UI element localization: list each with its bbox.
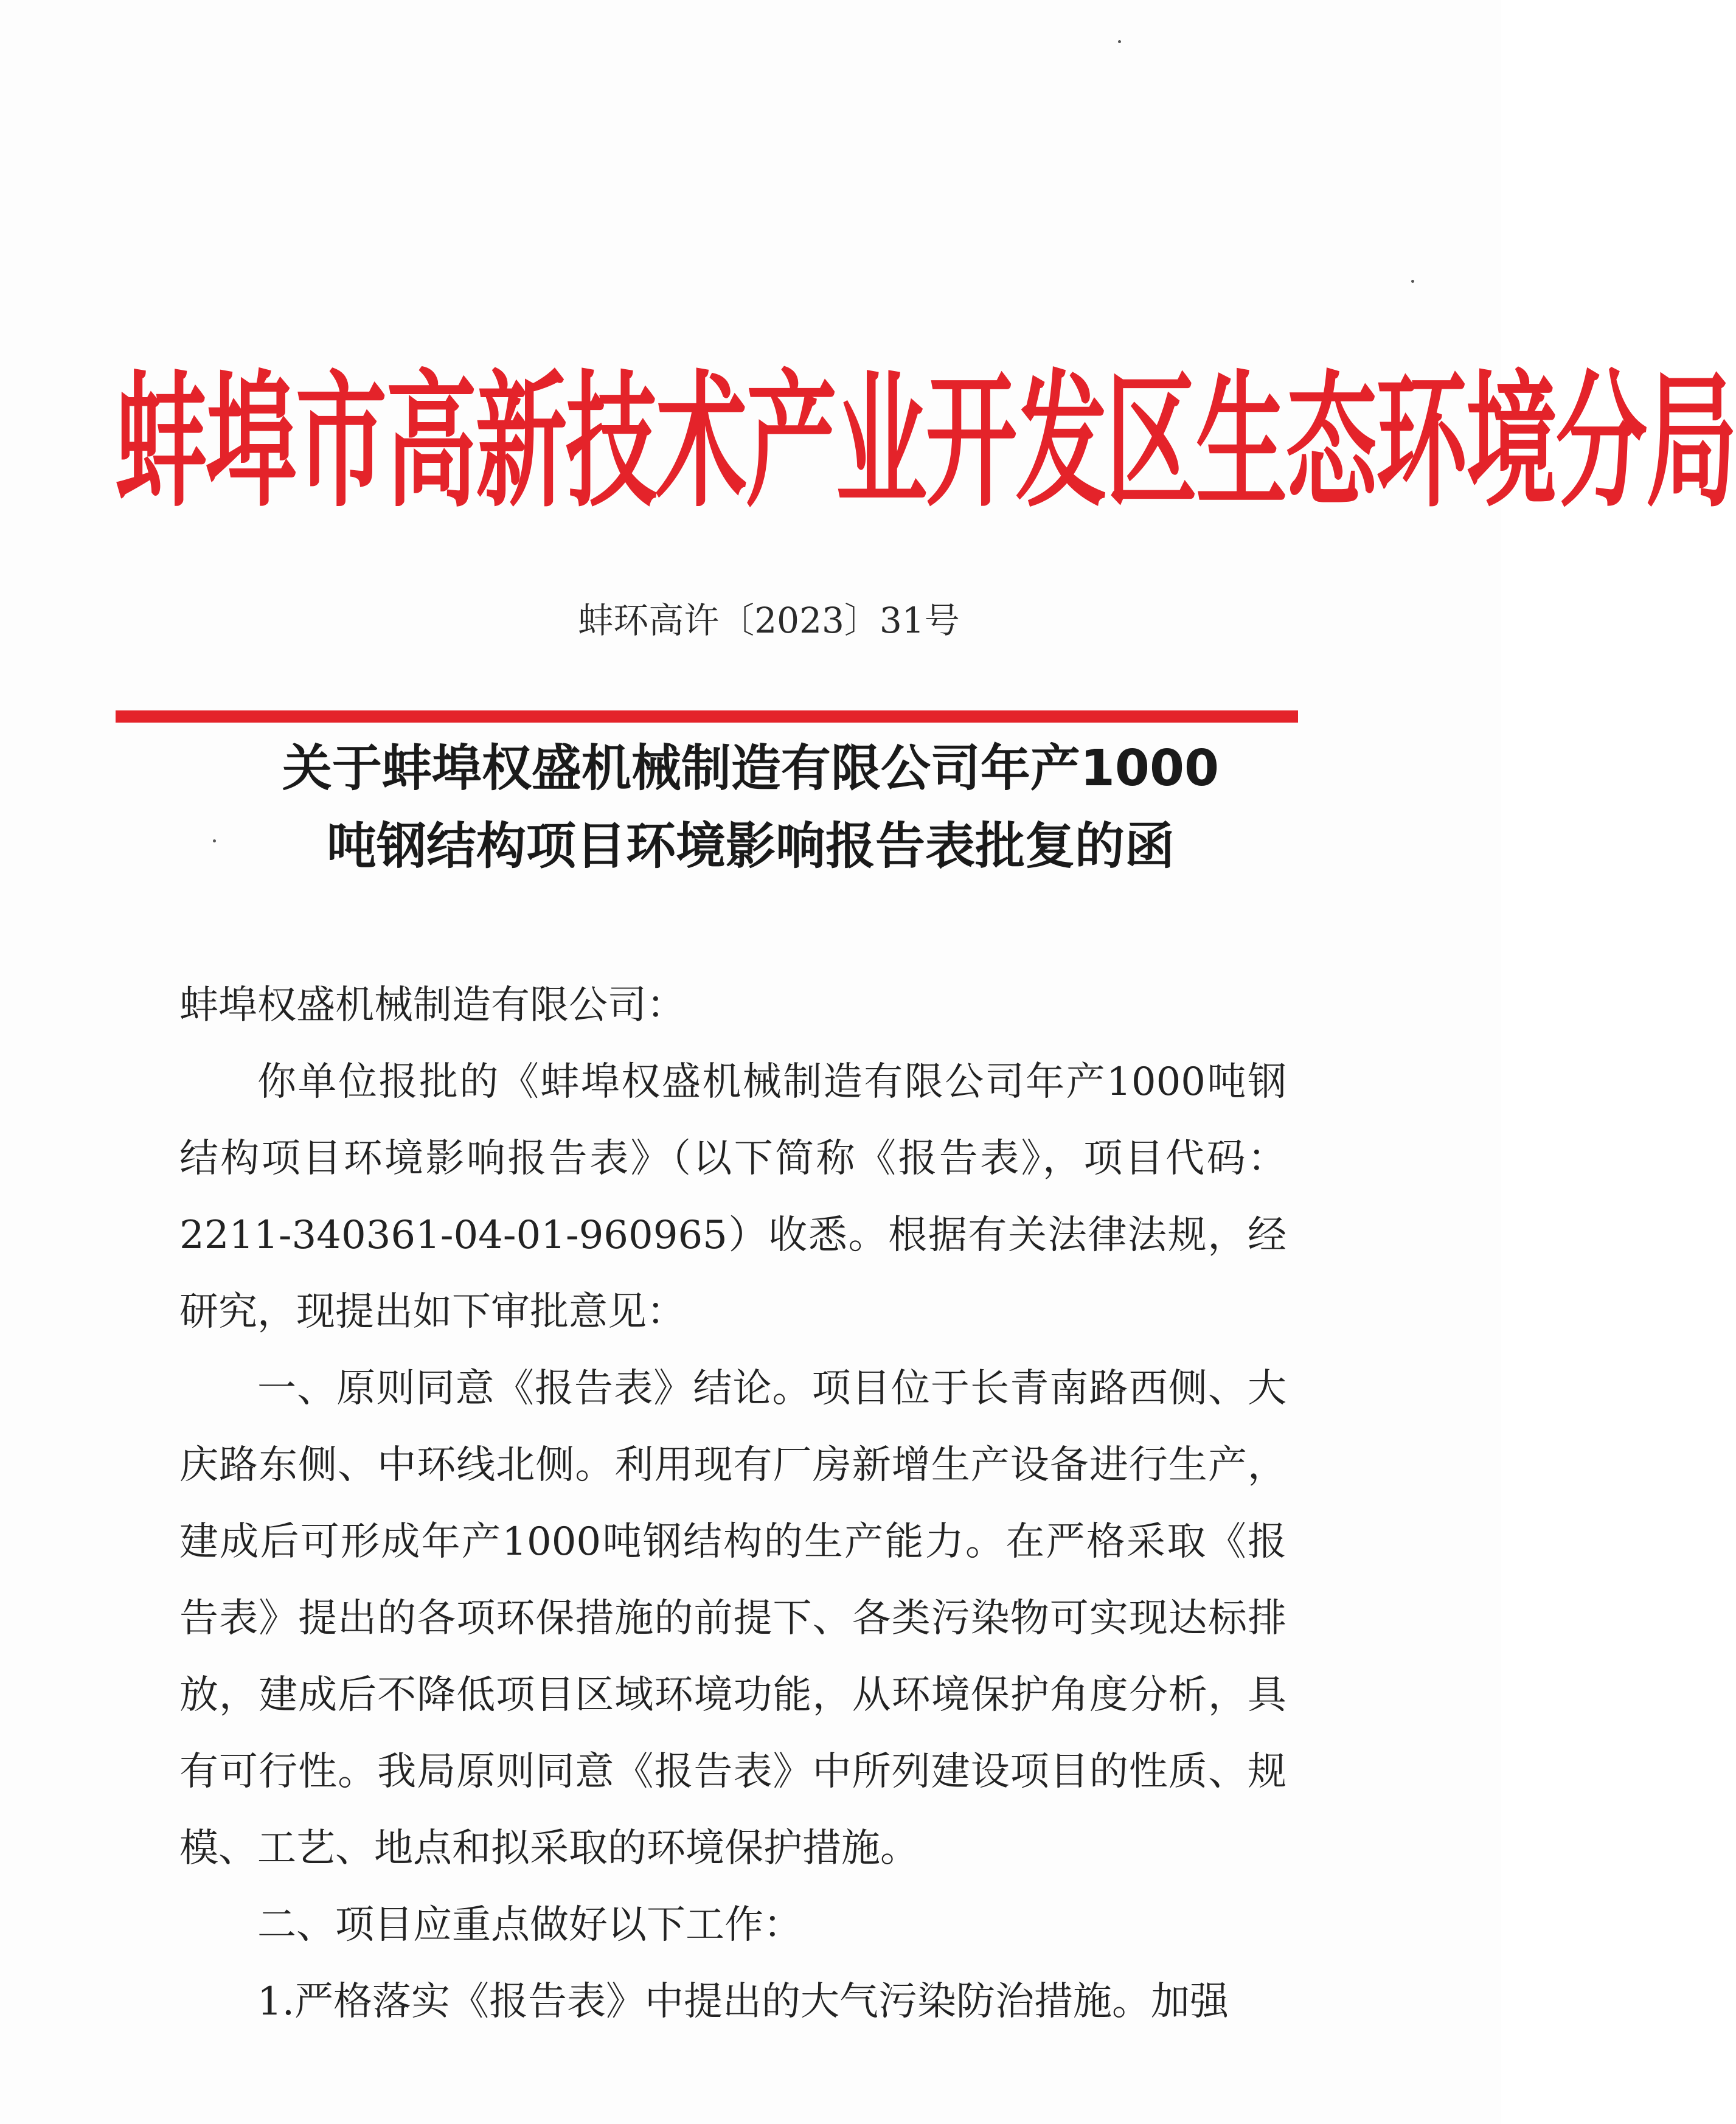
subject-line-1: 关于蚌埠权盛机械制造有限公司年产1000	[282, 740, 1220, 797]
agency-letterhead: 蚌埠市高新技术产业开发区生态环境分局	[116, 358, 1736, 528]
document-number: 蚌环高许〔2023〕31号	[578, 600, 960, 641]
salutation: 蚌埠权盛机械制造有限公司：	[179, 983, 686, 1028]
letter-body	[179, 967, 1286, 2040]
scan-speck	[1411, 280, 1414, 283]
paragraph-key-work: 二、项目应重点做好以下工作：	[257, 1903, 802, 1948]
paragraph-item-1: 1.严格落实《报告表》中提出的大气污染防治措施。加强	[257, 1979, 1229, 2024]
scan-speck	[1118, 40, 1121, 43]
document-subject	[0, 730, 1501, 886]
paragraph-receipt: 你单位报批的《蚌埠权盛机械制造有限公司年产1000吨钢结构项目环境影响报告表》（以下简称《报告表》，项目代码：2211-340361-04-01-960965）收悉。根据有关法律法规，经研究，现提出如下审批意见：	[179, 1060, 1286, 1334]
scan-speck	[213, 839, 216, 842]
paragraph-conclusion: 一、原则同意《报告表》结论。项目位于长青南路西侧、大庆路东侧、中环线北侧。利用现有厂房新增生产设备进行生产，建成后可形成年产1000吨钢结构的生产能力。在严格采取《报告表》提出的各项环保措施的前提下、各类污染物可实现达标排放，建成后不降低项目区域环境功能，从环境保护角度分析，具有可行性。我局原则同意《报告表》中所列建设项目的性质、规模、工艺、地点和拟采取的环境保护措施。	[179, 1366, 1286, 1871]
subject-line-2: 吨钢结构项目环境影响报告表批复的函	[326, 817, 1175, 875]
red-divider-line	[116, 710, 1298, 723]
